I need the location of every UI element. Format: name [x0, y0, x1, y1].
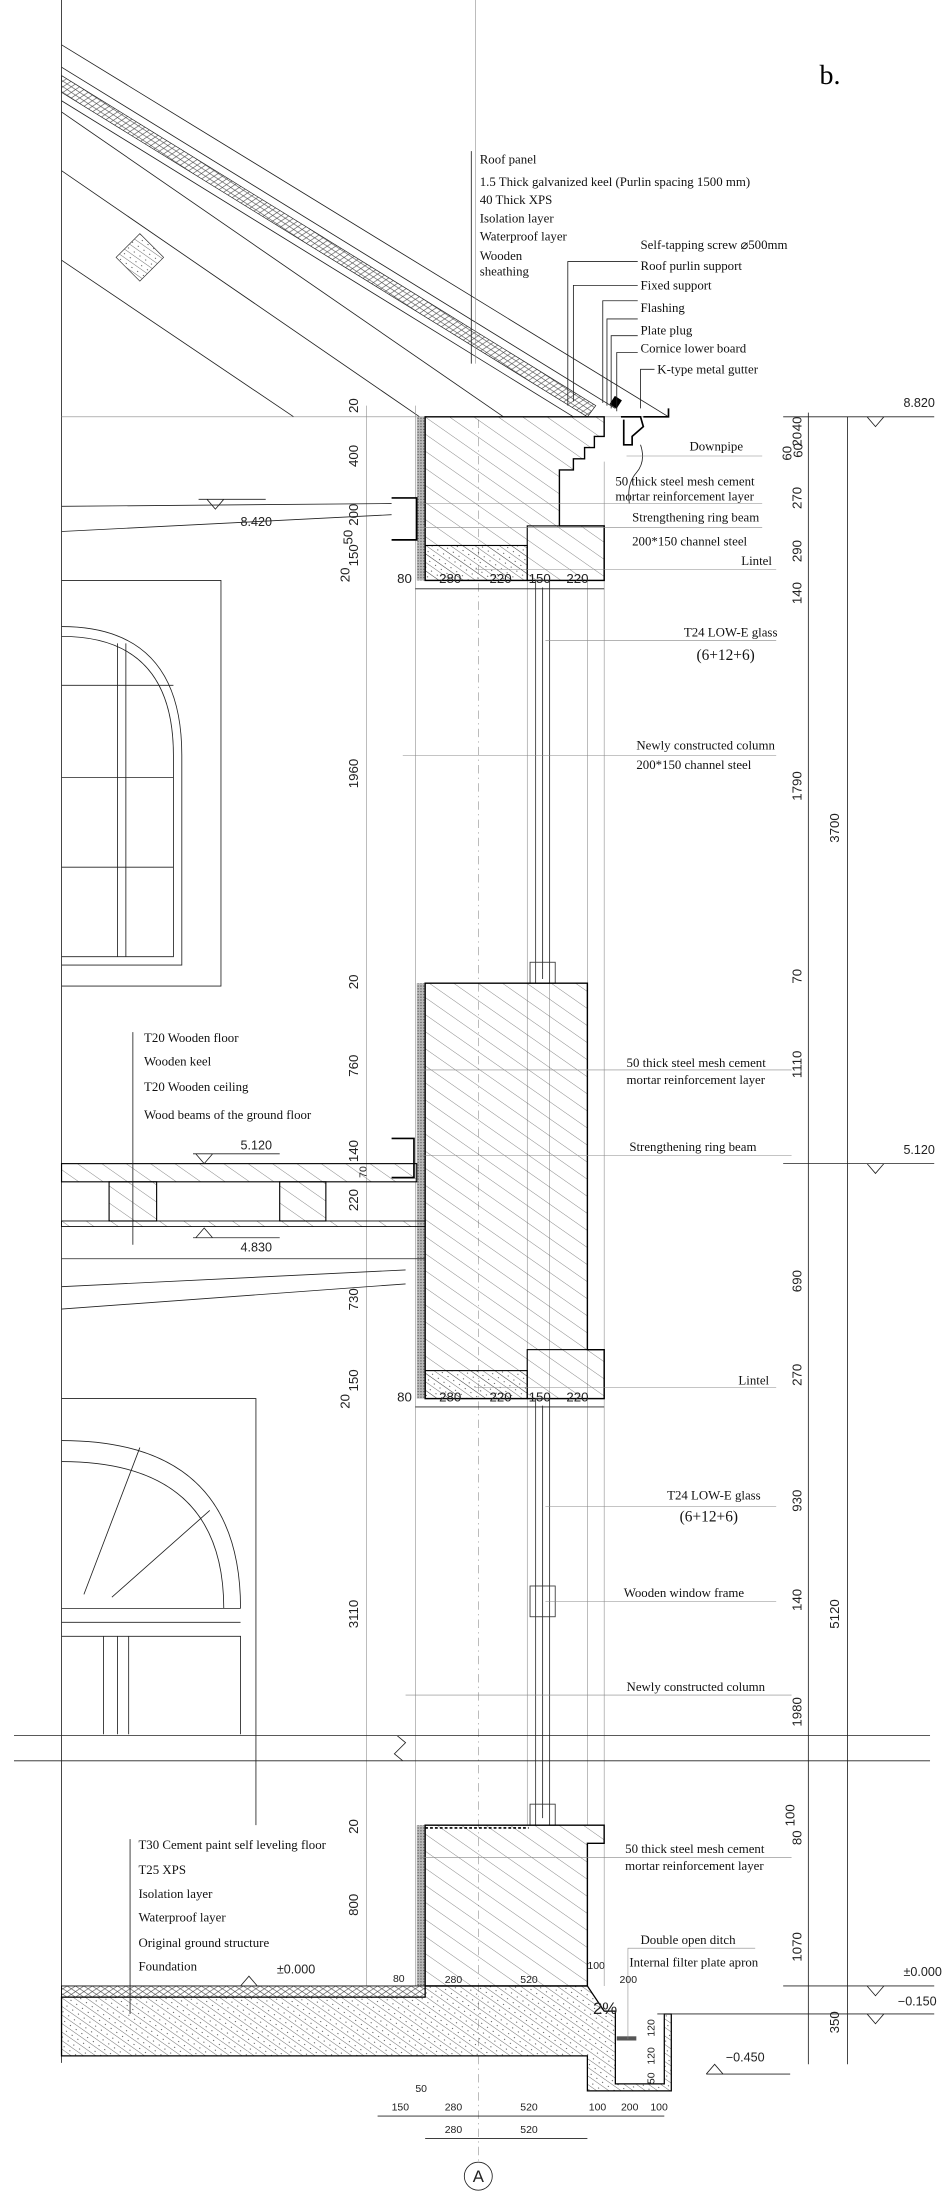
upper-arched-window — [62, 580, 556, 986]
label-dims_right-15: 100 — [782, 1804, 798, 1827]
label-dims_ditch-0: 120 — [646, 2019, 658, 2037]
label-elevations-right-0: 8.820 — [903, 396, 935, 411]
label-dims_right-4: 270 — [789, 486, 805, 510]
label-dims_right-11: 270 — [789, 1363, 805, 1386]
label-callouts-lintel_2: Lintel — [738, 1373, 770, 1388]
label-callouts-mesh_2a: 50 thick steel mesh cement — [626, 1056, 766, 1071]
label-eave_notes-2: Fixed support — [640, 278, 712, 293]
label-dims_left-12: 730 — [346, 1288, 362, 1311]
label-floor_notes-2: T20 Wooden ceiling — [144, 1079, 249, 1094]
label-callouts-window_frame: Wooden window frame — [623, 1586, 745, 1601]
wood-beam — [280, 1182, 326, 1221]
label-dims_bottom_1-2: 280 — [444, 2102, 463, 2114]
label-dims_ditch-2: 50 — [646, 2072, 658, 2085]
label-dims_right-0: 40 — [789, 416, 805, 432]
label-dims_right-6: 140 — [789, 581, 805, 605]
label-roof_notes-6: sheathing — [479, 264, 529, 279]
label-dims_right-2: 60 — [779, 445, 795, 461]
label-axis_label: A — [472, 2166, 484, 2186]
roof-notes — [471, 151, 750, 364]
label-callouts-mesh_2b: mortar reinforcement layer — [626, 1072, 766, 1087]
label-dims_row_middle-3: 150 — [528, 1389, 551, 1405]
label-roof_notes-0: Roof panel — [479, 152, 537, 167]
label-dims_right-8: 70 — [789, 968, 805, 984]
channel-steel — [392, 498, 417, 540]
label-callouts-downpipe: Downpipe — [689, 439, 744, 454]
label-dims_bottom_1-3: 520 — [520, 2102, 538, 2114]
label-dims_left-4: 150 — [346, 544, 362, 567]
label-callouts-glass_1a: T24 LOW-E glass — [683, 625, 778, 640]
label-dims_row_middle-0: 80 — [397, 1389, 412, 1405]
label-dims_bottom_1-5: 200 — [620, 2102, 639, 2114]
label-floor_notes-0: T20 Wooden floor — [144, 1030, 239, 1045]
label-ground_notes-5: Foundation — [138, 1959, 198, 1974]
label-callouts-column_1: Newly constructed column — [636, 738, 775, 753]
left-dimensions — [338, 398, 370, 1916]
label-floor_notes-3: Wood beams of the ground floor — [144, 1107, 312, 1122]
label-callouts-slope: 2% — [592, 1998, 618, 2018]
wooden-ceiling — [62, 1221, 426, 1227]
label-dims_right-10: 690 — [789, 1270, 805, 1293]
label-ground_notes-3: Waterproof layer — [138, 1910, 226, 1925]
label-elevations-left-1: 5.120 — [240, 1138, 273, 1153]
label-callouts-column_2: Newly constructed column — [626, 1679, 766, 1694]
label-ground_notes-0: T30 Cement paint self leveling floor — [138, 1837, 326, 1852]
label-dims_left-6: 1960 — [346, 758, 362, 789]
label-dims_right-7: 1790 — [789, 771, 805, 801]
label-dims_bottom_1-0: 50 — [415, 2084, 428, 2096]
filter-plate — [617, 2036, 637, 2040]
label-dims_left-11: 220 — [346, 1188, 362, 1212]
figure-label: b. — [819, 59, 841, 91]
label-dims_left-10: 70 — [358, 1166, 370, 1178]
label-dims_row_ground-1: 280 — [444, 1975, 463, 1987]
label-eave_notes-1: Roof purlin support — [640, 258, 742, 273]
label-dims_left-2: 200 — [346, 503, 362, 526]
label-callouts-channel_2: 200*150 channel steel — [636, 758, 752, 773]
label-callouts-glass_2a: T24 LOW-E glass — [667, 1488, 761, 1503]
label-dims_right-3: 60 — [790, 443, 806, 458]
label-roof_notes-4: Waterproof layer — [479, 229, 567, 244]
middle-wall — [62, 983, 605, 1398]
label-elevations-right-1: 5.120 — [903, 1142, 935, 1157]
label-eave_notes-3: Flashing — [640, 300, 685, 315]
label-elevations-left-4: −0.450 — [725, 2050, 765, 2065]
label-callouts-mesh_1b: mortar reinforcement layer — [615, 489, 754, 504]
label-roof_notes-3: Isolation layer — [479, 211, 554, 226]
label-floor_notes-1: Wooden keel — [144, 1054, 212, 1069]
label-dims_bottom_1-4: 100 — [588, 2102, 607, 2114]
label-dims_row_ground-0: 80 — [392, 1973, 405, 1985]
label-callouts-lintel_1: Lintel — [741, 554, 772, 569]
label-dims_right-16: 80 — [789, 1830, 805, 1846]
label-dims_outer-0: 3700 — [827, 813, 843, 843]
label-dims_row_upper-0: 80 — [397, 571, 412, 587]
label-ground_notes-4: Original ground structure — [138, 1935, 270, 1950]
label-roof_notes-2: 40 Thick XPS — [479, 193, 553, 208]
upper-wall — [62, 417, 605, 581]
label-callouts-channel_1: 200*150 channel steel — [632, 534, 748, 549]
label-dims_right-13: 140 — [789, 1588, 805, 1612]
label-dims_row_upper-4: 220 — [566, 571, 589, 587]
label-dims_left-5: 20 — [337, 567, 353, 583]
label-dims_bottom_2-0: 280 — [444, 2124, 463, 2136]
label-dims_outer-1: 5120 — [827, 1599, 843, 1629]
label-eave_notes-5: Cornice lower board — [640, 341, 747, 356]
label-dims_left-17: 800 — [346, 1893, 362, 1916]
label-dims_right-5: 290 — [789, 540, 805, 563]
label-dims_row_ground-4: 200 — [619, 1975, 638, 1987]
label-dims_right-9: 1110 — [789, 1050, 805, 1079]
label-dims_bottom_2-1: 520 — [520, 2124, 538, 2136]
label-elevations-left-2: 4.830 — [240, 1240, 273, 1255]
label-dims_right-12: 930 — [789, 1489, 805, 1512]
label-dims_left-8: 760 — [346, 1054, 362, 1077]
floor-xps — [62, 1986, 426, 1997]
label-callouts-ring_beam_1: Strengthening ring beam — [632, 510, 760, 525]
label-dims_right-1: 20 — [789, 431, 805, 447]
label-callouts-mesh_3a: 50 thick steel mesh cement — [625, 1842, 765, 1857]
label-dims_bottom_1-1: 150 — [391, 2102, 410, 2114]
label-dims_left-13: 150 — [346, 1369, 362, 1392]
label-dims_left-14: 20 — [337, 1394, 353, 1409]
eave-notes — [568, 238, 788, 411]
label-elevations-right-2: ±0.000 — [903, 1965, 942, 1980]
label-dims_row_ground-2: 520 — [520, 1975, 538, 1987]
label-dims_left-3: 50 — [340, 529, 356, 545]
label-ground_notes-1: T25 XPS — [138, 1863, 186, 1878]
label-elevations-left-0: 8.420 — [240, 514, 273, 529]
label-callouts-mesh_1a: 50 thick steel mesh cement — [615, 474, 755, 489]
label-elevations-left-3: ±0.000 — [276, 1962, 316, 1977]
label-dims_row_middle-2: 220 — [489, 1389, 512, 1405]
label-callouts-glass_2b: (6+12+6) — [679, 1508, 739, 1526]
label-dims_row_upper-3: 150 — [528, 571, 551, 587]
label-elevations-right-3: −0.150 — [897, 1994, 937, 2009]
vent-patch — [116, 234, 164, 282]
label-callouts-apron: Internal filter plate apron — [629, 1955, 759, 1970]
label-dims_row_middle-1: 280 — [439, 1389, 462, 1405]
axis-bubble — [464, 2162, 492, 2190]
label-eave_notes-6: K-type metal gutter — [657, 362, 759, 377]
label-dims_row_upper-2: 220 — [489, 571, 512, 587]
right-dimensions — [780, 413, 848, 2065]
label-dims_right-17: 1070 — [789, 1932, 805, 1962]
label-dims_row_middle-4: 220 — [566, 1389, 589, 1405]
label-callouts-glass_1b: (6+12+6) — [696, 647, 755, 665]
label-eave_notes-0: Self-tapping screw ⌀500mm — [640, 237, 788, 252]
label-dims_left-9: 140 — [346, 1139, 362, 1163]
label-dims_right-18: 350 — [827, 2011, 843, 2034]
label-dims_left-0: 20 — [346, 398, 362, 414]
label-dims_row_upper-1: 280 — [439, 571, 462, 587]
foundation — [62, 1986, 672, 2091]
label-roof_notes-1: 1.5 Thick galvanized keel (Purlin spacing 1500 mm) — [479, 175, 751, 190]
label-callouts-ring_beam_2: Strengthening ring beam — [629, 1140, 757, 1155]
label-ground_notes-2: Isolation layer — [138, 1886, 213, 1901]
label-dims_row_ground-3: 100 — [587, 1961, 605, 1973]
label-dims_left-16: 20 — [346, 1819, 362, 1834]
break-line — [14, 1736, 930, 1761]
label-dims_right-14: 1980 — [789, 1697, 805, 1727]
label-callouts-mesh_3b: mortar reinforcement layer — [625, 1858, 764, 1873]
label-dims_left-15: 3110 — [346, 1599, 362, 1629]
label-eave_notes-4: Plate plug — [640, 323, 693, 338]
label-dims_ditch-1: 120 — [646, 2047, 658, 2065]
label-dims_bottom_1-6: 100 — [650, 2102, 668, 2114]
label-dims_left-7: 20 — [346, 974, 362, 990]
label-dims_left-1: 400 — [346, 444, 362, 468]
label-roof_notes-5: Wooden — [479, 249, 523, 264]
label-callouts-ditch: Double open ditch — [640, 1933, 736, 1948]
